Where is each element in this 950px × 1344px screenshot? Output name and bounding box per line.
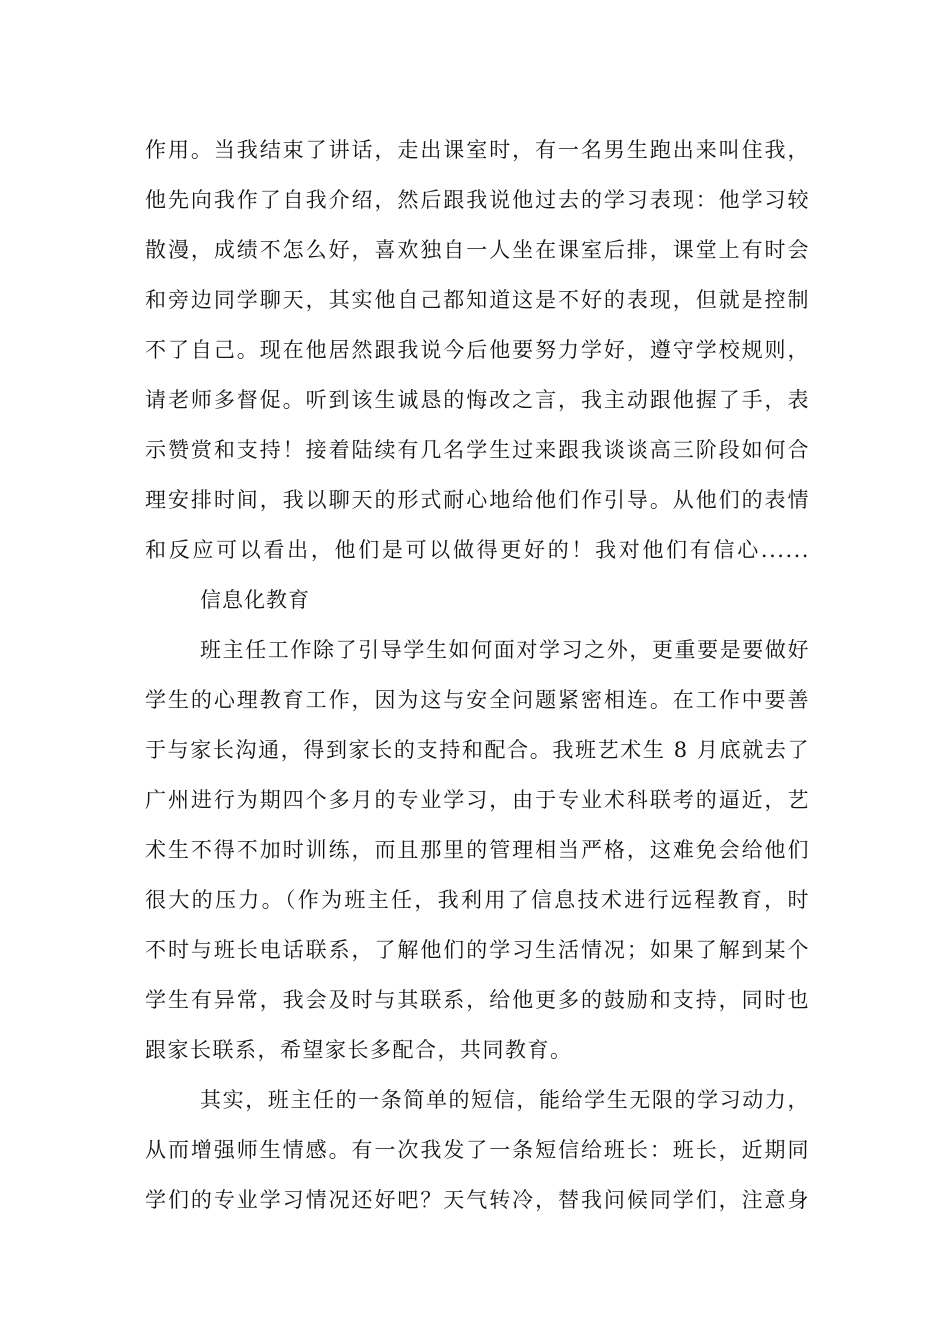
text-line: 广州进行为期四个多月的专业学习，由于专业术科联考的逼近，艺	[145, 788, 810, 812]
text-line: 不了自己。现在他居然跟我说今后他要努力学好，遵守学校规则，	[145, 338, 810, 362]
text-line: 和旁边同学聊天，其实他自己都知道这是不好的表现，但就是控制	[145, 288, 810, 312]
text-line: 其实，班主任的一条简单的短信，能给学生无限的学习动力，	[200, 1088, 810, 1112]
text-line: 他先向我作了自我介绍，然后跟我说他过去的学习表现：他学习较	[145, 188, 810, 212]
text-line: 学生有异常，我会及时与其联系，给他更多的鼓励和支持，同时也	[145, 988, 810, 1012]
text-line: 跟家长联系，希望家长多配合，共同教育。	[145, 1038, 573, 1062]
text-line: 从而增强师生情感。有一次我发了一条短信给班长：班长，近期同	[145, 1138, 810, 1162]
text-line: 请老师多督促。听到该生诚恳的悔改之言，我主动跟他握了手，表	[145, 388, 810, 412]
text-line: 理安排时间，我以聊天的形式耐心地给他们作引导。从他们的表情	[145, 488, 810, 512]
text-line: 很大的压力。（作为班主任，我利用了信息技术进行远程教育，时	[145, 888, 810, 912]
text-line: 示赞赏和支持！接着陆续有几名学生过来跟我谈谈高三阶段如何合	[145, 438, 810, 462]
text-line: 作用。当我结束了讲话，走出课室时，有一名男生跑出来叫住我，	[145, 138, 810, 162]
text-line: 术生不得不加时训练，而且那里的管理相当严格，这难免会给他们	[145, 838, 810, 862]
text-line: 学们的专业学习情况还好吧？天气转冷，替我问候同学们，注意身	[145, 1188, 810, 1212]
text-line: 于与家长沟通，得到家长的支持和配合。我班艺术生 8 月底就去了	[145, 738, 810, 762]
section-heading: 信息化教育	[200, 588, 310, 612]
text-line: 和反应可以看出，他们是可以做得更好的！我对他们有信心......	[145, 538, 810, 562]
text-line: 不时与班长电话联系，了解他们的学习生活情况；如果了解到某个	[145, 938, 810, 962]
text-line: 散漫，成绩不怎么好，喜欢独自一人坐在课室后排，课堂上有时会	[145, 238, 810, 262]
text-line: 班主任工作除了引导学生如何面对学习之外，更重要是要做好	[200, 638, 810, 662]
text-line: 学生的心理教育工作，因为这与安全问题紧密相连。在工作中要善	[145, 688, 810, 712]
